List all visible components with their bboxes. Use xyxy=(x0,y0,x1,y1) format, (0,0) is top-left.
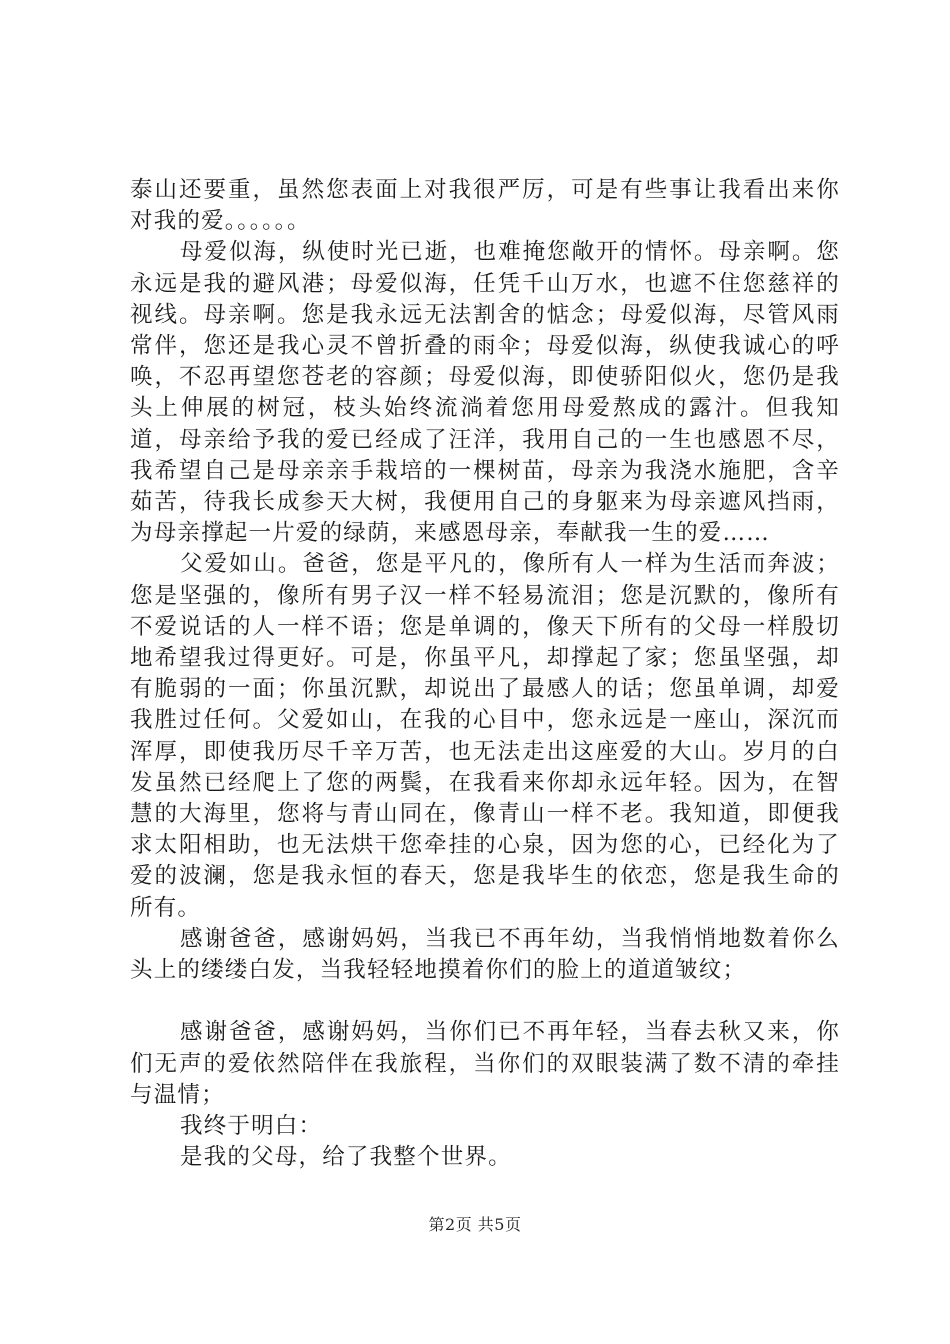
paragraph-continuation: 泰山还要重，虽然您表面上对我很严厉，可是有些事让我看出来你对我的爱。。。。。。 xyxy=(130,177,840,235)
paragraph-mother-love: 母爱似海，纵使时光已逝，也难掩您敞开的情怀。母亲啊。您永远是我的避风港；母爱似海，任凭千山万水，也遮不住您慈祥的视线。母亲啊。您是我永远无法割舍的惦念；母爱似海，尽管风雨常伴，您还是我心灵不曾折叠的雨伞；母爱似海，纵使我诚心的呼唤，不忍再望您苍老的容颜；母爱似海，即使骄阳似火，您仍是我头上伸展的树冠，枝头始终流淌着您用母爱熬成的露汁。但我知道，母亲给予我的爱已经成了汪洋，我用自己的一生也感恩不尽，我希望自己是母亲亲手栽培的一棵树苗，母亲为我浇水施肥，含辛茹苦，待我长成参天大树，我便用自己的身躯来为母亲遮风挡雨，为母亲撑起一片爱的绿荫，来感恩母亲，奉献我一生的爱…… xyxy=(130,239,840,547)
paragraph-realization: 我终于明白： xyxy=(180,1113,323,1140)
paragraph-thanks-1: 感谢爸爸，感谢妈妈，当我已不再年幼，当我悄悄地数着你么头上的缕缕白发，当我轻轻地摸着你们的脸上的道道皱纹； xyxy=(130,925,840,984)
paragraph-conclusion: 是我的父母，给了我整个世界。 xyxy=(180,1144,512,1171)
paragraph-thanks-2: 感谢爸爸，感谢妈妈，当你们已不再年轻，当春去秋又来，你们无声的爱依然陪伴在我旅程，当你们的双眼装满了数不清的牵挂与温情； xyxy=(130,1019,840,1108)
paragraph-spacer xyxy=(130,986,840,1017)
page-number: 第2页 共5页 xyxy=(428,1215,522,1234)
paragraph-father-love: 父爱如山。爸爸，您是平凡的，像所有人一样为生活而奔波；您是坚强的，像所有男子汉一样不轻易流泪；您是沉默的，像所有不爱说话的人一样不语；您是单调的，像天下所有的父母一样殷切地希望我过得更好。可是，你虽平凡，却撑起了家；您虽坚强，却有脆弱的一面；你虽沉默，却说出了最感人的话；您虽单调，却爱我胜过任何。父爱如山，在我的心目中，您永远是一座山，深沉而浑厚，即使我历尽千辛万苦，也无法走出这座爱的大山。岁月的白发虽然已经爬上了您的两鬓，在我看来你却永远年轻。因为，在智慧的大海里，您将与青山同在，像青山一样不老。我知道，即便我求太阳相助，也无法烘干您牵挂的心泉，因为您的心，已经化为了爱的波澜，您是我永恒的春天，您是我毕生的依恋，您是我生命的所有。 xyxy=(130,551,840,921)
document-body xyxy=(130,175,840,1173)
